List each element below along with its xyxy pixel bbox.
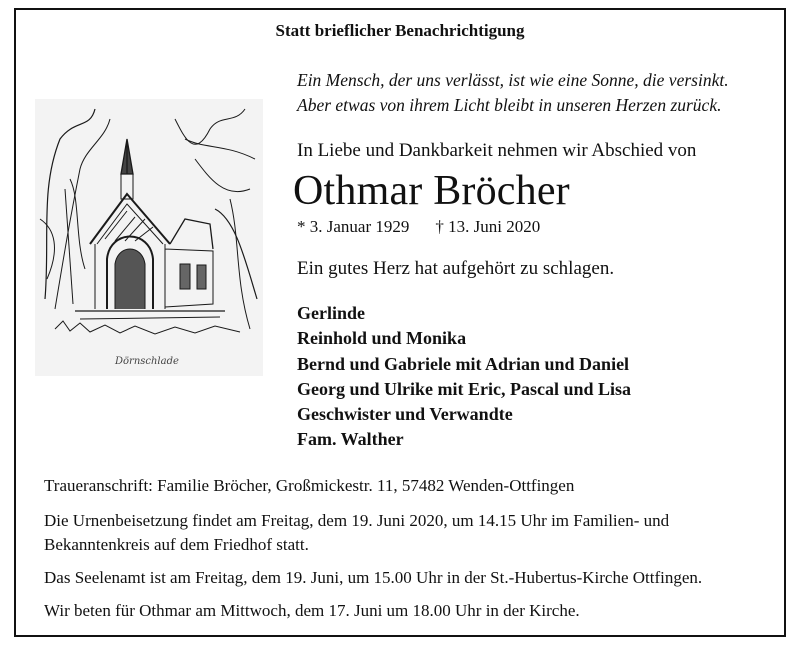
mourner-entry: Fam. Walther bbox=[297, 429, 404, 450]
mourner-entry: Georg und Ulrike mit Eric, Pascal und Lisa bbox=[297, 378, 632, 399]
heart-statement: Ein gutes Herz hat aufgehört zu schlagen. bbox=[297, 258, 615, 279]
birth-date: * 3. Januar 1929 bbox=[297, 217, 410, 236]
quote-line-2: Aber etwas von ihrem Licht bleibt in unseren Herzen zurück. bbox=[297, 95, 722, 115]
quote-line-1: Ein Mensch, der uns verlässt, ist wie eine Sonne, die versinkt. bbox=[297, 70, 729, 90]
mourner-entry: Bernd und Gabriele mit Adrian und Daniel bbox=[297, 353, 630, 374]
burial-notice bbox=[44, 509, 669, 557]
mourner-entry: Gerlinde bbox=[297, 303, 365, 323]
mourner-entry: Geschwister und Verwandte bbox=[297, 404, 513, 425]
memorial-quote bbox=[297, 68, 729, 118]
mourner-entry: Reinhold und Monika bbox=[297, 328, 467, 349]
chapel-sketch-image bbox=[35, 99, 263, 376]
farewell-intro: In Liebe und Dankbarkeit nehmen wir Abschied von bbox=[297, 140, 697, 161]
requiem-notice: Das Seelenamt ist am Freitag, dem 19. Juni, um 15.00 Uhr in der St.-Hubertus-Kirche Ottfingen. bbox=[44, 568, 703, 587]
mourners-list bbox=[297, 301, 631, 453]
burial-line-2: Bekanntenkreis auf dem Friedhof statt. bbox=[44, 535, 309, 554]
death-date: † 13. Juni 2020 bbox=[435, 217, 541, 236]
mourning-address: Traueranschrift: Familie Bröcher, Großmickestr. 11, 57482 Wenden-Ottfingen bbox=[44, 476, 575, 495]
burial-line-1: Die Urnenbeisetzung findet am Freitag, dem 19. Juni 2020, um 14.15 Uhr im Familien- und bbox=[44, 511, 670, 530]
sketch-caption: Dörnschlade bbox=[115, 356, 179, 367]
notice-header: Statt brieflicher Benachrichtigung bbox=[275, 21, 525, 40]
life-dates bbox=[297, 217, 540, 237]
prayer-notice: Wir beten für Othmar am Mittwoch, dem 17. Juni um 18.00 Uhr in der Kirche. bbox=[44, 601, 580, 620]
deceased-name: Othmar Bröcher bbox=[293, 168, 570, 214]
